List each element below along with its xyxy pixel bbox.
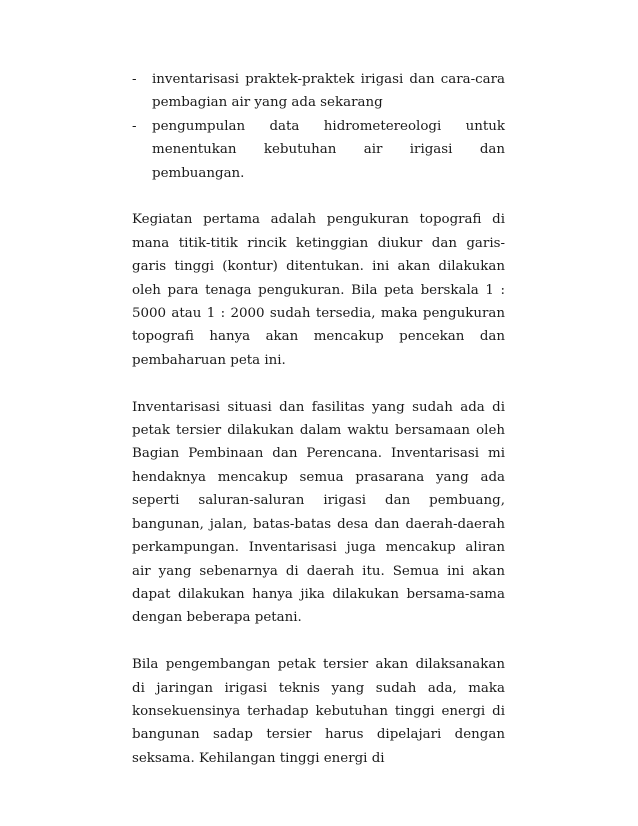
bullet-item xyxy=(132,68,505,115)
bullet-item xyxy=(132,115,505,185)
bullet-dash: - xyxy=(132,118,137,134)
bullet-dash: - xyxy=(132,72,137,87)
paragraph-development: Bila pengembangan petak tersier akan dilaksanakan di jaringan irigasi teknis yang sudah ada, maka konsekuensinya terhadap kebutuhan tinggi energi di bangunan sadap tersier harus dipelajari dengan seksama. Kehilangan tinggi energi di xyxy=(132,657,505,766)
paragraph-inventory: Inventarisasi situasi dan fasilitas yang sudah ada di petak tersier dilakukan dalam waktu bersamaan oleh Bagian Pembinaan dan Perencana. Inventarisasi mi hendaknya mencakup semua prasarana yang ada seperti saluran-saluran irigasi dan pembuang, bangunan, jalan, batas-batas desa dan daerah-daerah perkampungan. Inventarisasi juga mencakup aliran air yang sebenarnya di daerah itu. Semua ini akan dapat dilakukan hanya jika dilakukan bersama-sama dengan beberapa petani. xyxy=(132,399,505,626)
document-page xyxy=(132,68,505,770)
bullet-text: inventarisasi praktek-praktek irigasi dan cara-cara pembagian air yang ada sekarang xyxy=(152,72,505,111)
bullet-text: pengumpulan data hidrometereologi untuk menentukan kebutuhan air irigasi dan pembuangan. xyxy=(152,118,505,181)
paragraph-topography: Kegiatan pertama adalah pengukuran topografi di mana titik-titik rincik ketinggian diukur dan garis-garis tinggi (kontur) ditentukan. ini akan dilakukan oleh para tenaga pengukuran. Bila peta berskala 1 : 5000 atau 1 : 2000 sudah tersedia, maka pengukuran topografi hanya akan mencakup pencekan dan pembaharuan peta ini. xyxy=(132,212,505,368)
bullet-list xyxy=(132,68,505,185)
